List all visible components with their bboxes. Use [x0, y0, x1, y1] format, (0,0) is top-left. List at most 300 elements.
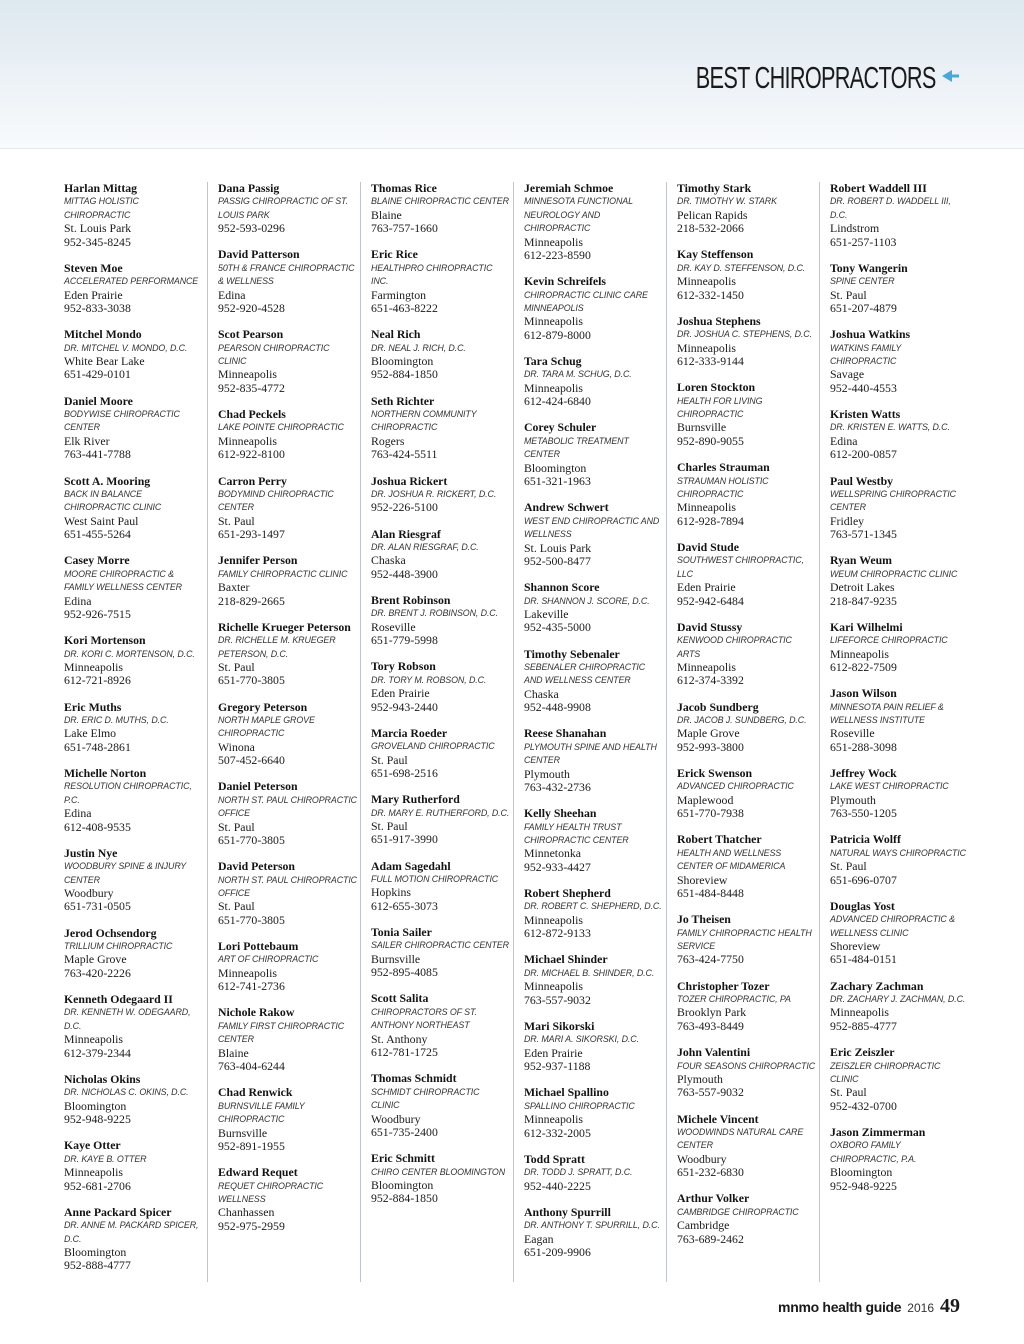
directory-entry	[830, 767, 969, 821]
entry-name: Lori Pottebaum	[218, 939, 299, 954]
entry-name: Jeffrey Wock	[830, 766, 897, 780]
entry-city: Minneapolis	[677, 500, 736, 515]
entry-name: Douglas Yost	[830, 898, 895, 913]
entry-city: Minneapolis	[830, 1005, 889, 1020]
entry-city: Roseville	[371, 619, 416, 634]
entry-practice: DR. RICHELLE M. KRUEGER PETERSON, D.C.	[218, 635, 336, 659]
entry-phone: 651-735-2400	[371, 1124, 438, 1139]
entry-phone: 651-770-7938	[677, 806, 744, 821]
entry-name: Daniel Moore	[64, 393, 133, 408]
entry-practice: DR. ZACHARY J. ZACHMAN, D.C.	[830, 994, 966, 1005]
entry-name: Corey Schuler	[524, 420, 597, 435]
entry-phone: 651-207-4879	[830, 301, 897, 316]
entry-city: St. Paul	[218, 513, 255, 528]
entry-practice: REQUET CHIROPRACTIC WELLNESS	[218, 1180, 324, 1204]
entry-name: Shannon Score	[524, 580, 600, 595]
entry-name: Jason Wilson	[830, 686, 897, 701]
entry-practice: PEARSON CHIROPRACTIC CLINIC	[218, 342, 330, 367]
entry-city: Baxter	[218, 580, 250, 595]
entry-practice: DR. JOSHUA C. STEPHENS, D.C.	[677, 329, 812, 340]
entry-name: Seth Richter	[371, 393, 435, 408]
entry-city: Brooklyn Park	[677, 1005, 747, 1020]
entry-city: St. Paul	[371, 819, 408, 834]
entry-city: Cambridge	[677, 1218, 730, 1233]
entry-practice: STRAUMAN HOLISTIC CHIROPRACTIC	[677, 475, 769, 499]
entry-city: Maplewood	[677, 792, 734, 807]
directory-entry	[677, 381, 816, 448]
entry-city: Shoreview	[830, 939, 881, 954]
directory-entry	[830, 328, 969, 395]
directory-entry	[524, 355, 663, 409]
entry-phone: 952-948-9225	[64, 1112, 131, 1127]
entry-city: Minneapolis	[677, 659, 736, 674]
directory-entry	[371, 528, 510, 582]
entry-city: Maple Grove	[677, 726, 740, 741]
arrow-left-icon	[940, 66, 960, 86]
entry-phone: 612-332-1450	[677, 287, 744, 302]
directory-entry	[524, 1153, 663, 1193]
entry-city: Bloomington	[371, 1177, 434, 1192]
entry-practice: WEST END CHIROPRACTIC AND WELLNESS	[524, 515, 660, 540]
entry-name: Michael Spallino	[524, 1085, 609, 1100]
entry-practice: NORTH MAPLE GROVE CHIROPRACTIC	[218, 714, 315, 739]
entry-name: Harlan Mittag	[64, 181, 138, 195]
directory-entry	[64, 701, 204, 755]
directory-entry	[677, 1192, 816, 1246]
entry-practice: DR. ANTHONY T. SPURRILL, D.C.	[524, 1220, 660, 1231]
entry-city: Maple Grove	[64, 952, 127, 967]
directory-entry	[64, 1139, 204, 1193]
entry-phone: 952-926-7515	[64, 606, 131, 621]
directory-entry	[371, 248, 510, 315]
entry-practice: BURNSVILLE FAMILY CHIROPRACTIC	[218, 1100, 305, 1125]
entry-city: Minneapolis	[524, 1112, 583, 1127]
entry-phone: 763-557-9032	[677, 1085, 744, 1100]
entry-phone: 651-288-3098	[830, 739, 897, 754]
directory-entry	[218, 1166, 357, 1233]
entry-practice: LAKE WEST CHIROPRACTIC	[830, 781, 949, 792]
entry-city: St. Paul	[371, 752, 408, 767]
entry-practice: GROVELAND CHIROPRACTIC	[371, 741, 495, 752]
entry-city: Plymouth	[677, 1071, 723, 1086]
entry-practice: ART OF CHIROPRACTIC	[218, 954, 319, 965]
entry-practice: MINNESOTA PAIN RELIEF & WELLNESS INSTITUTE	[830, 701, 944, 725]
directory-entry	[371, 475, 510, 515]
entry-name: Kari Wilhelmi	[830, 619, 903, 634]
entry-practice: ADVANCED CHIROPRACTIC	[677, 781, 794, 792]
entry-name: Tory Robson	[371, 659, 436, 674]
directory-column	[819, 182, 969, 1282]
directory-entry	[64, 847, 204, 914]
entry-name: Justin Nye	[64, 845, 118, 860]
entry-name: Kristen Watts	[830, 407, 901, 422]
entry-city: St. Paul	[830, 287, 867, 302]
entry-practice: DR. KORI C. MORTENSON, D.C.	[64, 648, 195, 659]
directory-entry	[371, 328, 510, 382]
entry-phone: 218-847-9235	[830, 593, 897, 608]
entry-phone: 612-741-2736	[218, 979, 285, 994]
entry-name: Kaye Otter	[64, 1138, 121, 1153]
entry-phone: 952-681-2706	[64, 1178, 131, 1193]
directory-entry	[524, 1020, 663, 1074]
entry-city: St. Louis Park	[64, 221, 132, 236]
entry-name: Brent Robinson	[371, 592, 451, 607]
entry-practice: WOODWINDS NATURAL CARE CENTER	[677, 1126, 804, 1151]
entry-practice: FULL MOTION CHIROPRACTIC	[371, 874, 499, 885]
entry-city: St. Paul	[830, 1085, 867, 1100]
entry-name: David Peterson	[218, 859, 295, 874]
entry-practice: HEALTH AND WELLNESS CENTER OF MIDAMERICA	[677, 847, 786, 872]
directory-entry	[64, 1206, 204, 1273]
entry-city: Minneapolis	[64, 1165, 123, 1180]
entry-phone: 952-890-9055	[677, 433, 744, 448]
entry-city: Lake Elmo	[64, 726, 117, 741]
entry-phone: 651-455-5264	[64, 527, 131, 542]
entry-phone: 612-200-0857	[830, 447, 897, 462]
entry-phone: 651-917-3990	[371, 832, 438, 847]
entry-phone: 952-891-1955	[218, 1138, 285, 1153]
directory-entry	[218, 701, 357, 768]
entry-practice: SPINE CENTER	[830, 276, 895, 287]
entry-phone: 952-920-4528	[218, 301, 285, 316]
entry-phone: 612-374-3392	[677, 673, 744, 688]
entry-city: Savage	[830, 367, 865, 382]
entry-city: Eden Prairie	[371, 686, 430, 701]
entry-practice: DR. MICHAEL B. SHINDER, D.C.	[524, 967, 655, 978]
entry-practice: DR. KENNETH W. ODEGAARD, D.C.	[64, 1007, 191, 1031]
entry-city: Plymouth	[830, 792, 876, 807]
entry-city: Rogers	[371, 433, 405, 448]
entry-name: Eric Schmitt	[371, 1151, 435, 1166]
entry-phone: 952-884-1850	[371, 367, 438, 382]
entry-phone: 651-484-0151	[830, 952, 897, 967]
directory-entry	[524, 581, 663, 635]
directory-entry	[218, 621, 357, 688]
entry-city: Winona	[218, 739, 255, 754]
entry-city: Minneapolis	[524, 912, 583, 927]
directory-entry	[524, 648, 663, 715]
entry-city: Minneapolis	[677, 340, 736, 355]
entry-practice: DR. TODD J. SPRATT, D.C.	[524, 1167, 633, 1178]
entry-phone: 612-721-8926	[64, 673, 131, 688]
directory-entry	[830, 408, 969, 462]
directory-entry	[677, 461, 816, 528]
entry-city: Chaska	[524, 686, 559, 701]
entry-phone: 612-872-9133	[524, 926, 591, 941]
directory-entry	[830, 1126, 969, 1193]
entry-city: Pelican Rapids	[677, 207, 748, 222]
entry-name: John Valentini	[677, 1045, 751, 1060]
entry-practice: DR. ALAN RIESGRAF, D.C.	[371, 541, 479, 552]
directory-entry	[64, 475, 204, 542]
entry-name: Anthony Spurrill	[524, 1204, 611, 1219]
entry-name: Kay Steffenson	[677, 247, 754, 262]
entry-name: Kevin Schreifels	[524, 274, 607, 289]
entry-name: Kenneth Odegaard II	[64, 992, 173, 1007]
entry-city: Minneapolis	[64, 659, 123, 674]
directory-entry	[218, 328, 357, 395]
entry-city: Edina	[218, 287, 246, 302]
directory-entry	[677, 315, 816, 369]
entry-city: Eden Prairie	[524, 1045, 583, 1060]
entry-name: Eric Zeiszler	[830, 1045, 895, 1060]
entry-phone: 651-748-2861	[64, 739, 131, 754]
directory-entry	[677, 701, 816, 755]
entry-phone: 952-993-3800	[677, 739, 744, 754]
entry-city: Bloomington	[524, 460, 587, 475]
entry-name: Carron Perry	[218, 473, 287, 488]
entry-phone: 952-943-2440	[371, 699, 438, 714]
directory-entry	[371, 182, 510, 236]
entry-phone: 651-257-1103	[830, 234, 897, 249]
entry-city: Eden Prairie	[677, 580, 736, 595]
directory-entry	[677, 248, 816, 302]
directory-entry	[371, 926, 510, 980]
publication-year: 2016	[907, 1301, 934, 1315]
entry-practice: NORTHERN COMMUNITY CHIROPRACTIC	[371, 409, 477, 433]
entry-city: Lakeville	[524, 606, 569, 621]
entry-city: Woodbury	[677, 1151, 727, 1166]
directory-column	[360, 182, 510, 1282]
directory-entry	[218, 408, 357, 462]
entry-phone: 952-226-5100	[371, 500, 438, 515]
entry-phone: 952-448-9908	[524, 700, 591, 715]
directory-entry	[64, 554, 204, 621]
entry-phone: 952-432-0700	[830, 1098, 897, 1113]
directory-entry	[830, 900, 969, 967]
entry-phone: 763-404-6244	[218, 1059, 285, 1074]
entry-practice: DR. ROBERT D. WADDELL III, D.C.	[830, 196, 951, 220]
directory-entry	[218, 475, 357, 542]
entry-phone: 651-731-0505	[64, 899, 131, 914]
entry-city: Edina	[64, 806, 92, 821]
entry-phone: 952-448-3900	[371, 566, 438, 581]
entry-name: Michael Shinder	[524, 952, 608, 967]
directory-entry	[830, 621, 969, 675]
entry-name: Tonia Sailer	[371, 925, 432, 940]
entry-name: Robert Waddell III	[830, 181, 927, 195]
entry-phone: 612-822-7509	[830, 659, 897, 674]
entry-phone: 612-333-9144	[677, 354, 744, 369]
entry-name: Scott Salita	[371, 991, 429, 1006]
entry-practice: CHIROPRACTORS OF ST. ANTHONY NORTHEAST	[371, 1006, 477, 1031]
entry-phone: 763-432-2736	[524, 780, 591, 795]
entry-phone: 952-942-6484	[677, 593, 744, 608]
directory-entry	[524, 275, 663, 342]
entry-name: Paul Westby	[830, 473, 894, 488]
entry-practice: DR. MARY E. RUTHERFORD, D.C.	[371, 807, 510, 818]
entry-practice: WEUM CHIROPRACTIC CLINIC	[830, 568, 958, 579]
entry-name: Nicholas Okins	[64, 1071, 141, 1086]
entry-name: Zachary Zachman	[830, 978, 924, 993]
entry-phone: 651-698-2516	[371, 766, 438, 780]
directory-entry	[64, 767, 204, 834]
entry-phone: 763-424-5511	[371, 447, 438, 462]
entry-phone: 651-293-1497	[218, 527, 285, 542]
entry-city: Detroit Lakes	[830, 580, 895, 595]
entry-name: Mari Sikorski	[524, 1018, 595, 1033]
entry-practice: DR. BRENT J. ROBINSON, D.C.	[371, 608, 498, 619]
entry-name: Neal Rich	[371, 327, 421, 342]
entry-phone: 612-922-8100	[218, 447, 285, 462]
entry-city: St. Anthony	[371, 1031, 428, 1046]
entry-name: Jennifer Person	[218, 553, 298, 568]
directory-entry	[218, 554, 357, 608]
directory-entry	[64, 927, 204, 981]
entry-name: Mitchel Mondo	[64, 327, 142, 342]
entry-phone: 952-835-4772	[218, 380, 285, 395]
directory-entry	[218, 182, 357, 236]
entry-city: Edina	[830, 433, 858, 448]
entry-name: Chad Renwick	[218, 1085, 293, 1100]
entry-practice: TOZER CHIROPRACTIC, PA	[677, 994, 791, 1005]
entry-practice: CHIROPRACTIC CLINIC CARE MINNEAPOLIS	[524, 289, 648, 314]
directory-entry	[524, 421, 663, 488]
directory-entry	[677, 1046, 816, 1100]
entry-phone: 952-933-4427	[524, 859, 591, 874]
entry-city: White Bear Lake	[64, 354, 145, 369]
entry-practice: CHIRO CENTER BLOOMINGTON	[371, 1166, 506, 1177]
entry-name: Kori Mortenson	[64, 633, 146, 648]
entry-phone: 952-593-0296	[218, 221, 285, 236]
entry-phone: 952-884-1850	[371, 1191, 438, 1206]
entry-practice: LAKE POINTE CHIROPRACTIC	[218, 422, 344, 433]
directory-entry	[677, 621, 816, 688]
entry-city: Blaine	[371, 207, 402, 222]
entry-name: Jeremiah Schmoe	[524, 181, 614, 195]
entry-name: Casey Morre	[64, 553, 130, 568]
entry-phone: 763-550-1205	[830, 806, 897, 821]
entry-practice: DR. MITCHEL V. MONDO, D.C.	[64, 342, 188, 353]
entry-phone: 612-379-2344	[64, 1045, 131, 1060]
directory-column	[513, 182, 663, 1282]
entry-name: David Stussy	[677, 619, 743, 634]
entry-city: Chanhassen	[218, 1205, 275, 1220]
entry-phone: 763-757-1660	[371, 221, 438, 236]
entry-city: Woodbury	[371, 1111, 421, 1126]
section-title: BEST CHIROPRACTORS	[696, 60, 936, 95]
entry-city: Shoreview	[677, 872, 728, 887]
entry-practice: DR. KAY D. STEFFENSON, D.C.	[677, 262, 806, 273]
entry-phone: 651-696-0707	[830, 872, 897, 887]
entry-practice: DR. TARA M. SCHUG, D.C.	[524, 369, 632, 380]
entry-phone: 218-829-2665	[218, 593, 285, 608]
entry-name: Robert Thatcher	[677, 832, 762, 847]
directory-entry	[64, 1073, 204, 1127]
entry-practice: WELLSPRING CHIROPRACTIC CENTER	[830, 488, 956, 513]
entry-phone: 763-420-2226	[64, 965, 131, 980]
entry-name: Scot Pearson	[218, 327, 284, 342]
directory-entry	[830, 554, 969, 608]
entry-name: Charles Strauman	[677, 460, 770, 475]
entry-city: Plymouth	[524, 766, 570, 781]
entry-name: Andrew Schwert	[524, 500, 609, 515]
entry-phone: 651-429-0101	[64, 367, 131, 382]
entry-practice: BACK IN BALANCE CHIROPRACTIC CLINIC	[64, 488, 162, 513]
entry-city: St. Paul	[218, 659, 255, 674]
entry-name: David Patterson	[218, 247, 300, 262]
directory-entry	[830, 833, 969, 887]
entry-name: Dana Passig	[218, 181, 280, 195]
directory-entry	[830, 475, 969, 542]
entry-phone: 612-408-9535	[64, 819, 131, 834]
entry-practice: SOUTHWEST CHIROPRACTIC, LLC	[677, 555, 804, 579]
directory-entry	[677, 1113, 816, 1180]
entry-practice: HEALTHPRO CHIROPRACTIC INC.	[371, 262, 493, 287]
directory-entry	[524, 807, 663, 874]
directory-entry	[677, 980, 816, 1034]
entry-city: Minneapolis	[677, 274, 736, 289]
entry-city: Bloomington	[64, 1098, 127, 1113]
directory-entry	[64, 328, 204, 382]
entry-name: Steven Moe	[64, 260, 123, 275]
entry-phone: 952-885-4777	[830, 1018, 897, 1033]
entry-practice: ACCELERATED PERFORMANCE	[64, 276, 199, 287]
entry-practice: BODYMIND CHIROPRACTIC CENTER	[218, 488, 334, 513]
entry-practice: DR. SHANNON J. SCORE, D.C.	[524, 595, 650, 606]
entry-city: Minneapolis	[64, 1032, 123, 1047]
entry-city: Minneapolis	[524, 380, 583, 395]
entry-name: Todd Spratt	[524, 1151, 585, 1166]
entry-phone: 612-332-2005	[524, 1125, 591, 1140]
directory-entry	[64, 262, 204, 316]
entry-city: Burnsville	[371, 951, 421, 966]
entry-city: Lindstrom	[830, 221, 880, 236]
directory-entry	[830, 262, 969, 316]
entry-practice: SAILER CHIROPRACTIC CENTER	[371, 940, 509, 951]
entry-phone: 763-424-7750	[677, 952, 744, 967]
directory-entry	[830, 182, 969, 249]
directory-entry	[64, 182, 204, 249]
entry-phone: 651-779-5998	[371, 633, 438, 648]
directory-column	[54, 182, 204, 1282]
entry-city: St. Paul	[218, 819, 255, 834]
entry-name: Eric Muths	[64, 699, 122, 714]
entry-practice: DR. JACOB J. SUNDBERG, D.C.	[677, 714, 807, 725]
directory-entry	[64, 634, 204, 688]
entry-name: Adam Sagedahl	[371, 858, 451, 873]
entry-city: St. Louis Park	[524, 540, 592, 555]
entry-practice: NORTH ST. PAUL CHIROPRACTIC OFFICE	[218, 874, 357, 899]
entry-name: Gregory Peterson	[218, 699, 308, 714]
entry-practice: FAMILY CHIROPRACTIC HEALTH SERVICE	[677, 927, 812, 952]
entry-phone: 763-571-1345	[830, 527, 897, 542]
entry-practice: NORTH ST. PAUL CHIROPRACTIC OFFICE	[218, 794, 357, 819]
entry-city: Hopkins	[371, 885, 411, 900]
directory-entry	[677, 767, 816, 821]
entry-practice: WOODBURY SPINE & INJURY CENTER	[64, 861, 186, 885]
entry-city: Burnsville	[677, 420, 727, 435]
entry-practice: ADVANCED CHIROPRACTIC & WELLNESS CLINIC	[830, 914, 955, 938]
entry-phone: 952-500-8477	[524, 553, 591, 568]
entry-phone: 952-440-4553	[830, 380, 897, 395]
entry-practice: WATKINS FAMILY CHIROPRACTIC	[830, 342, 902, 367]
entry-city: Bloomington	[64, 1244, 127, 1259]
page-footer	[778, 1292, 960, 1322]
entry-name: Loren Stockton	[677, 380, 756, 395]
directory-entry	[677, 913, 816, 967]
entry-city: Minneapolis	[830, 646, 889, 661]
entry-city: Farmington	[371, 287, 427, 302]
entry-practice: PASSIG CHIROPRACTIC OF ST. LOUIS PARK	[218, 196, 348, 220]
entry-name: Chad Peckels	[218, 407, 286, 422]
entry-phone: 952-948-9225	[830, 1178, 897, 1193]
entry-name: Tara Schug	[524, 354, 582, 369]
entry-practice: MOORE CHIROPRACTIC & FAMILY WELLNESS CENTER	[64, 568, 182, 593]
entry-city: Blaine	[218, 1045, 249, 1060]
entry-name: Patricia Wolff	[830, 832, 901, 847]
directory-entry	[524, 1086, 663, 1140]
